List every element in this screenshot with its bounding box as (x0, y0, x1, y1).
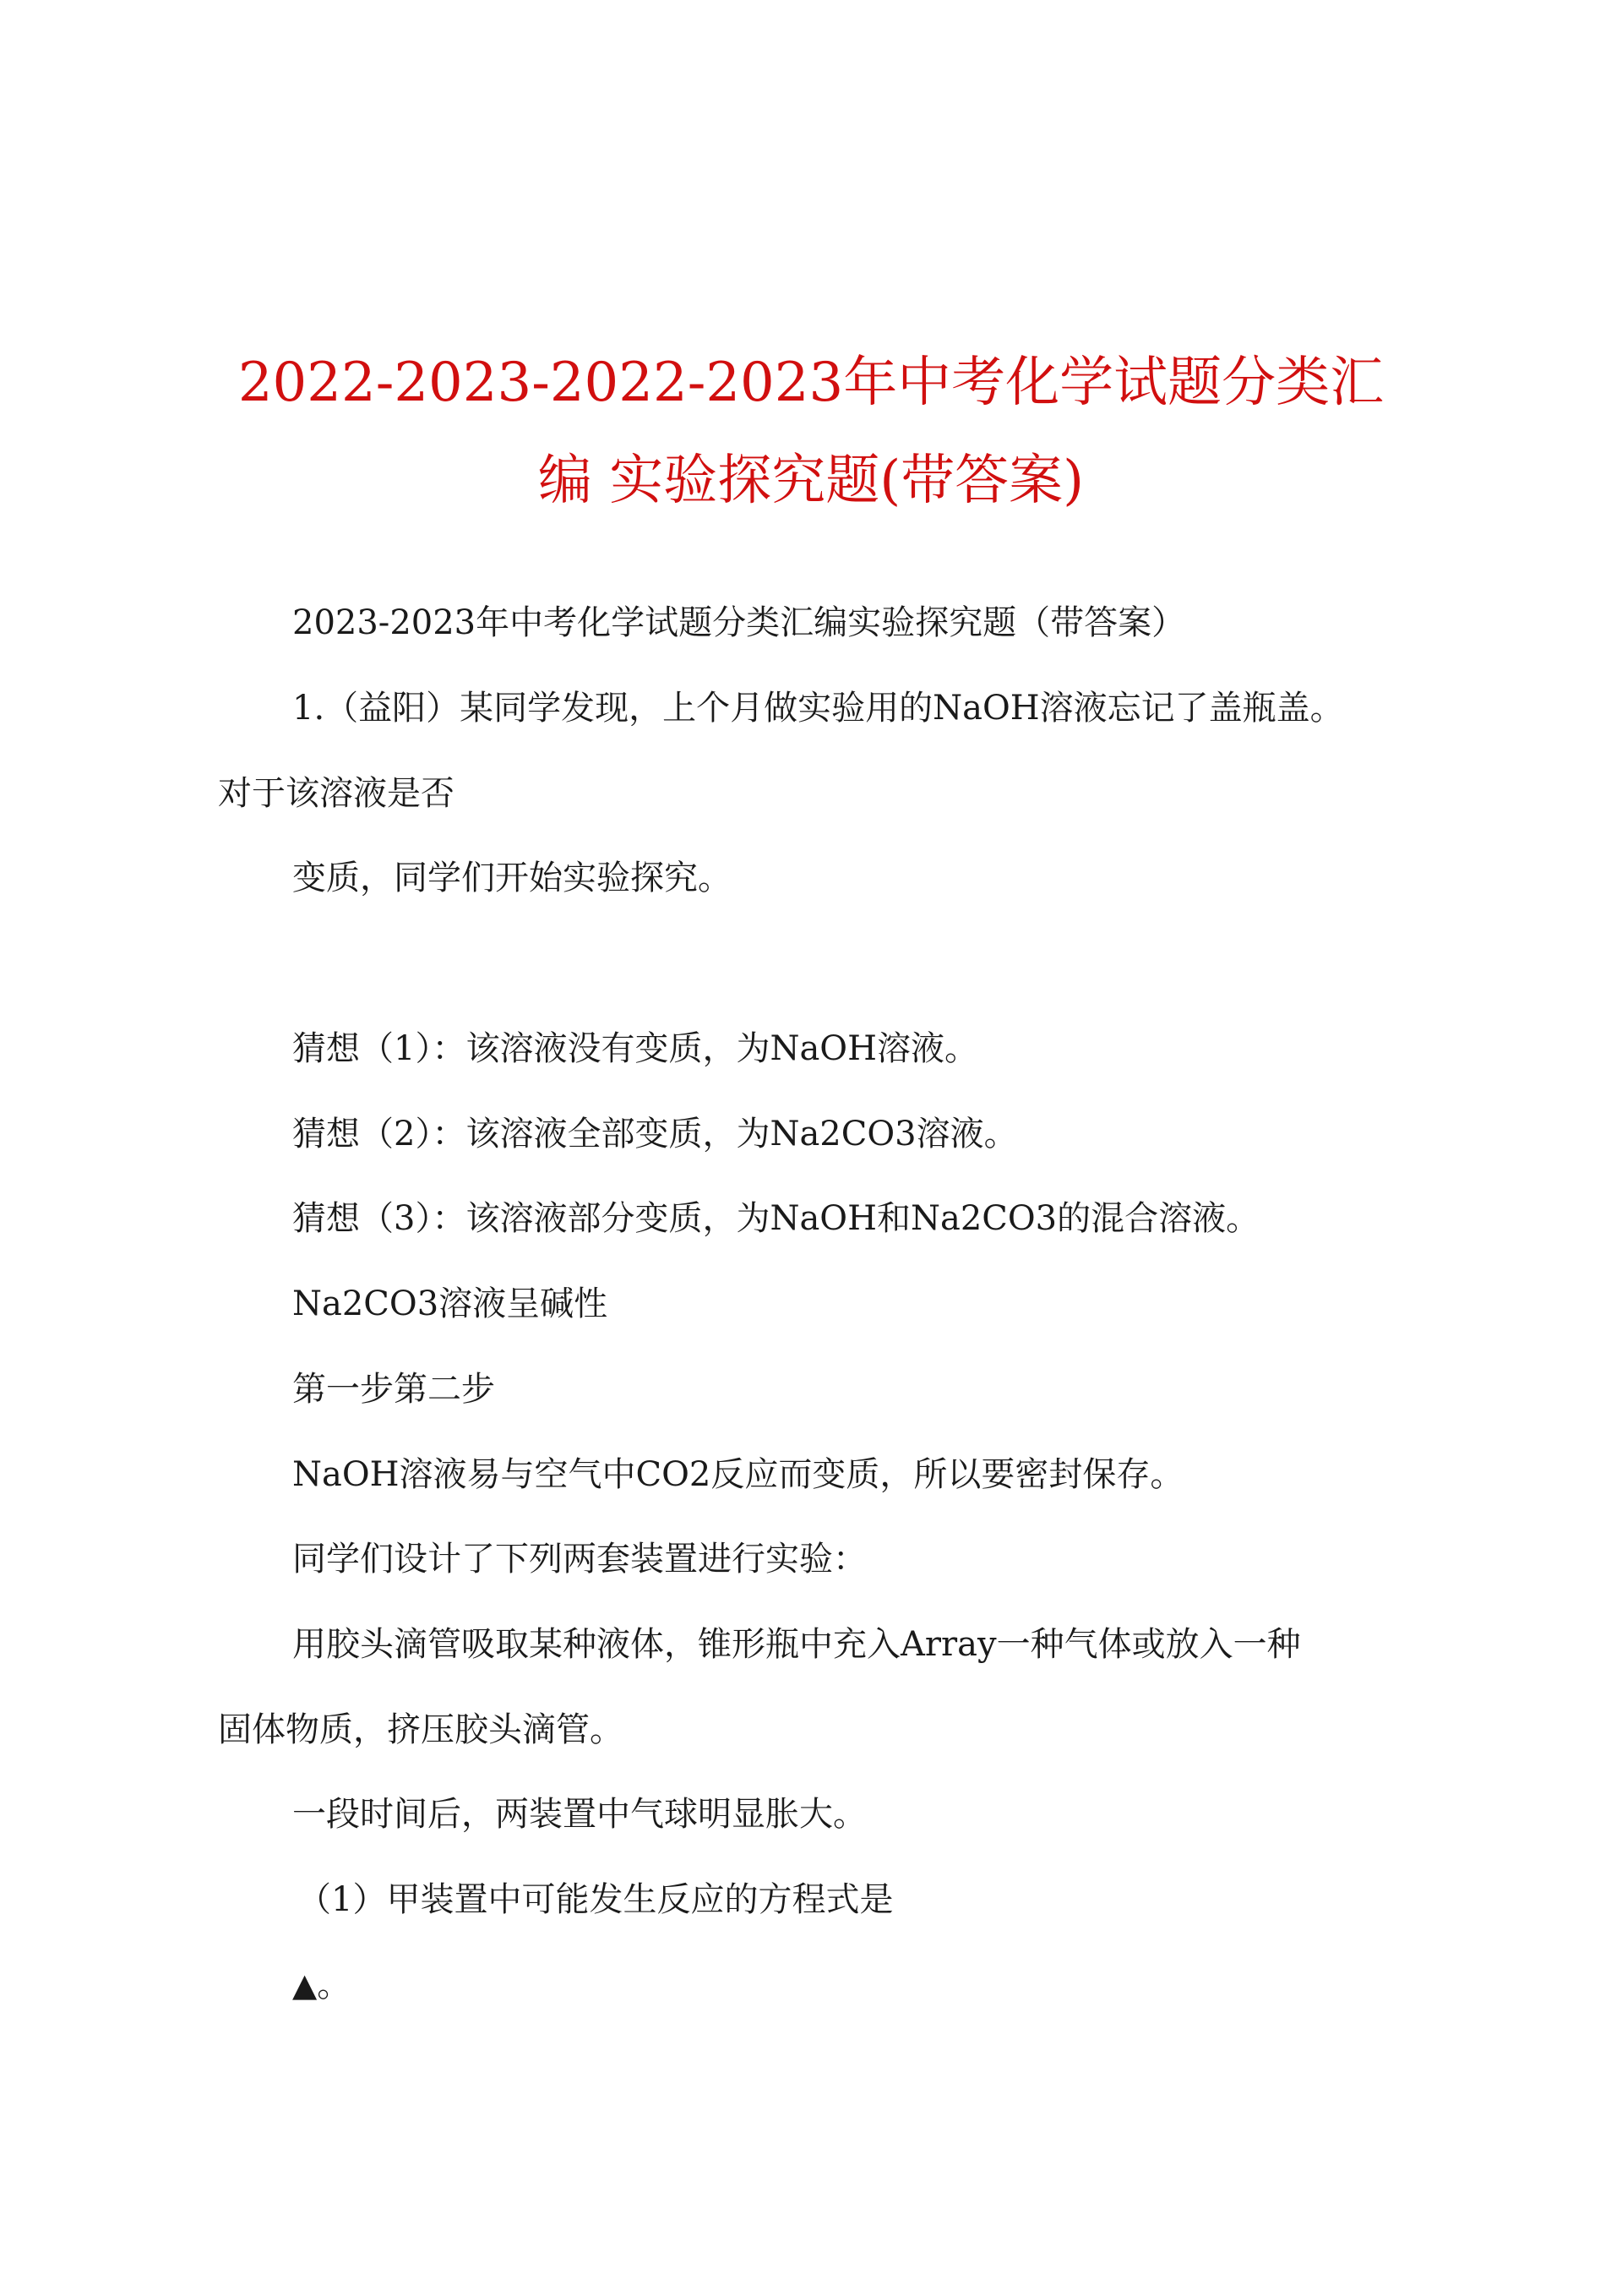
document-title (169, 334, 1453, 530)
hypothesis-3: 猜想（3）：该溶液部分变质，为NaOH和Na2CO3的混合溶液。 (292, 1199, 1260, 1238)
hypothesis-1: 猜想（1）：该溶液没有变质，为NaOH溶液。 (292, 1029, 978, 1068)
procedure-line-2: 固体物质，挤压胶头滴管。 (218, 1710, 623, 1749)
apparatus-intro: 同学们设计了下列两套装置进行实验： (292, 1540, 867, 1579)
answer-blank-period: 。 (317, 1966, 351, 2004)
sub-question-1: （1）甲装置中可能发生反应的方程式是 (297, 1880, 894, 1919)
question-1-statement: 变质，同学们开始实验探究。 (292, 859, 732, 897)
question-1-continuation: 对于该溶液是否 (218, 774, 454, 813)
procedure-line-1: 用胶头滴管吸取某种液体，锥形瓶中充入Array一种气体或放入一种 (292, 1625, 1301, 1664)
blank-triangle-icon: ▲ (292, 1966, 318, 2004)
fact-naoh-co2: NaOH溶液易与空气中CO2反应而变质，所以要密封保存。 (292, 1455, 1184, 1494)
title-line-2: 编 实验探究题(带答案) (537, 450, 1085, 512)
steps-label: 第一步第二步 (292, 1370, 495, 1409)
question-1-intro: 1.（益阳）某同学发现，上个月做实验用的NaOH溶液忘记了盖瓶盖。 (292, 689, 1344, 728)
answer-blank (292, 1964, 351, 2006)
subtitle-paragraph: 2023-2023年中考化学试题分类汇编实验探究题（带答案） (292, 603, 1186, 642)
hypothesis-2: 猜想（2）：该溶液全部变质，为Na2CO3溶液。 (292, 1115, 1018, 1153)
observation: 一段时间后，两装置中气球明显胀大。 (292, 1795, 867, 1834)
fact-na2co3-alkaline: Na2CO3溶液呈碱性 (292, 1284, 608, 1323)
title-line-1: 2022-2023-2022-2023年中考化学试题分类汇 (237, 352, 1385, 414)
